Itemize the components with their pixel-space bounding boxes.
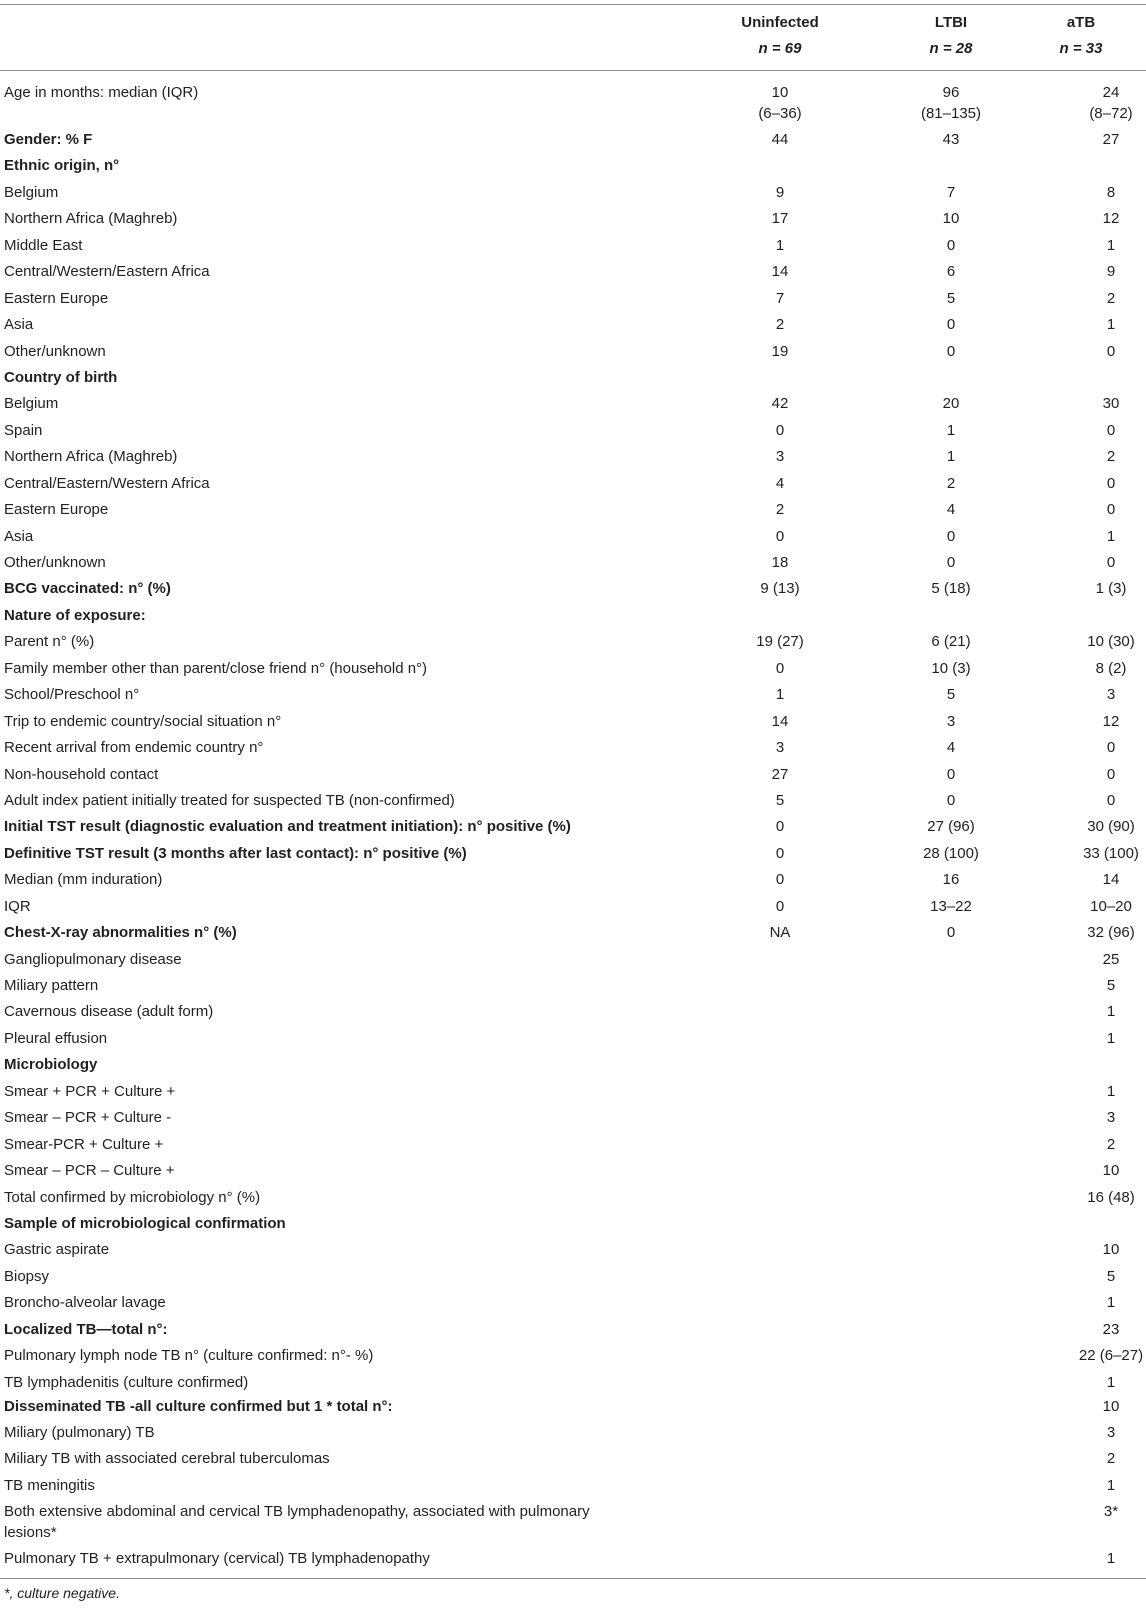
table-top-rule <box>0 4 1146 5</box>
row-label: Disseminated TB -all culture confirmed but 1 * total n°: <box>4 1397 393 1415</box>
row-label: Pulmonary lymph node TB n° (culture confirmed: n°- %) <box>4 1347 374 1365</box>
row-label: Recent arrival from endemic country n° <box>4 739 264 757</box>
row-value-atb: 5 <box>1106 1267 1116 1285</box>
table-row <box>0 1396 1146 1422</box>
row-value-atb: 25 <box>1102 950 1120 968</box>
table-row <box>0 1319 1146 1345</box>
column-n: n = 69 <box>758 40 802 57</box>
table-row <box>0 208 1146 234</box>
row-value-atb: 0 <box>1106 739 1116 757</box>
table-row <box>0 605 1146 631</box>
row-label: Eastern Europe <box>4 501 109 519</box>
row-label: Median (mm induration) <box>4 871 163 889</box>
table-row <box>0 1054 1146 1080</box>
row-value-uninfected: 3 <box>775 448 785 466</box>
row-label: Trip to endemic country/social situation n° <box>4 712 282 730</box>
row-value-atb: 8 (2) <box>1095 659 1127 677</box>
table-row <box>0 737 1146 763</box>
row-label: Asia <box>4 316 34 334</box>
row-label: Central/Western/Eastern Africa <box>4 263 210 281</box>
row-label: Belgium <box>4 183 59 201</box>
row-value-ltbi: 4 <box>946 739 956 757</box>
row-value-ltbi: 5 <box>946 289 956 307</box>
row-value-ltbi: 0 <box>946 554 956 571</box>
row-value-ltbi: 5 <box>946 686 956 704</box>
row-value-ltbi: 96 (81–135) <box>920 84 982 122</box>
row-value-ltbi: 0 <box>946 342 956 360</box>
table-row <box>0 1028 1146 1054</box>
row-value-atb: 1 <box>1106 1476 1116 1494</box>
row-value-uninfected: 19 (27) <box>756 633 804 651</box>
table-row <box>0 1134 1146 1160</box>
row-value-uninfected: 0 <box>775 527 785 545</box>
row-value-atb: 33 (100) <box>1083 844 1139 862</box>
row-value-uninfected: 5 <box>775 791 785 809</box>
table-row <box>0 1266 1146 1292</box>
table-row <box>0 288 1146 314</box>
table-row <box>0 182 1146 208</box>
row-value-ltbi: 20 <box>942 395 960 413</box>
row-value-ltbi: 4 <box>946 501 956 519</box>
row-value-atb: 1 <box>1106 1294 1116 1312</box>
row-value-atb: 30 <box>1102 395 1120 413</box>
column-name: aTB <box>1066 14 1096 31</box>
table-row <box>0 1239 1146 1265</box>
row-value-atb: 14 <box>1102 871 1120 889</box>
row-value-uninfected: 4 <box>775 474 785 492</box>
row-value-atb: 0 <box>1106 554 1116 571</box>
row-value-atb: 9 <box>1106 263 1116 281</box>
row-value-atb: 12 <box>1102 712 1120 730</box>
table-row <box>0 499 1146 525</box>
row-value-ltbi: 7 <box>946 183 956 201</box>
row-value-ltbi: 0 <box>946 527 956 545</box>
table-row <box>0 1501 1146 1548</box>
table-row <box>0 526 1146 552</box>
table-row <box>0 1448 1146 1474</box>
row-value-uninfected: 19 <box>771 342 789 360</box>
table-row <box>0 1372 1146 1396</box>
row-value-atb: 0 <box>1106 791 1116 809</box>
row-value-ltbi: 0 <box>946 924 956 942</box>
table-row <box>0 1213 1146 1239</box>
row-value-uninfected: NA <box>769 924 791 942</box>
column-name: Uninfected <box>741 14 819 31</box>
row-value-ltbi: 5 (18) <box>931 580 971 598</box>
table-row <box>0 261 1146 287</box>
table-row <box>0 1081 1146 1107</box>
table-row <box>0 1160 1146 1186</box>
table-row <box>0 552 1146 578</box>
row-value-uninfected: 44 <box>771 131 789 148</box>
row-label: Central/Eastern/Western Africa <box>4 474 210 492</box>
row-label: Cavernous disease (adult form) <box>4 1003 214 1021</box>
table-row <box>0 869 1146 895</box>
row-label: Non-household contact <box>4 765 159 783</box>
row-value-atb: 23 <box>1102 1320 1120 1338</box>
row-value-ltbi: 1 <box>946 448 956 466</box>
row-label: Belgium <box>4 395 59 413</box>
row-value-uninfected: 42 <box>771 395 789 413</box>
row-label: Chest-X-ray abnormalities n° (%) <box>4 924 237 942</box>
row-label: Smear-PCR + Culture + <box>4 1135 164 1153</box>
table-row <box>0 764 1146 790</box>
column-header-atb <box>1021 10 1141 62</box>
table-row <box>0 155 1146 181</box>
row-value-ltbi: 0 <box>946 316 956 334</box>
row-value-atb: 27 <box>1102 131 1120 148</box>
column-header-ltbi <box>891 10 1011 62</box>
row-value-ltbi: 10 <box>942 210 960 228</box>
row-value-atb: 0 <box>1106 474 1116 492</box>
row-value-ltbi: 0 <box>946 765 956 783</box>
row-value-atb: 3 <box>1106 1109 1116 1127</box>
row-value-atb: 24 (8–72) <box>1089 84 1133 122</box>
table-row <box>0 949 1146 975</box>
row-value-ltbi: 3 <box>946 712 956 730</box>
row-value-atb: 3 <box>1106 686 1116 704</box>
row-label: Eastern Europe <box>4 289 109 307</box>
row-value-atb: 22 (6–27) <box>1078 1347 1144 1365</box>
row-label: Biopsy <box>4 1267 50 1285</box>
row-label: Smear – PCR + Culture - <box>4 1109 172 1127</box>
table-row <box>0 1345 1146 1371</box>
row-label: Asia <box>4 527 34 545</box>
row-label: Country of birth <box>4 368 118 386</box>
row-value-uninfected: 3 <box>775 739 785 757</box>
row-value-uninfected: 9 <box>775 183 785 201</box>
table-row <box>0 446 1146 472</box>
row-value-atb: 16 (48) <box>1087 1188 1135 1206</box>
row-label: BCG vaccinated: n° (%) <box>4 580 171 598</box>
row-value-atb: 1 <box>1106 1003 1116 1021</box>
row-value-atb: 10–20 <box>1090 897 1132 915</box>
table-row <box>0 843 1146 869</box>
row-label: Other/unknown <box>4 554 106 571</box>
row-label: Northern Africa (Maghreb) <box>4 448 178 466</box>
row-value-atb: 8 <box>1106 183 1116 201</box>
row-value-ltbi: 2 <box>946 474 956 492</box>
row-label: Both extensive abdominal and cervical TB lymphadenopathy, associated with pulmonary lesions* <box>4 1503 590 1542</box>
row-label: Spain <box>4 421 43 439</box>
table-row <box>0 1292 1146 1318</box>
row-value-atb: 1 <box>1106 1550 1116 1568</box>
row-label: Gangliopulmonary disease <box>4 950 182 968</box>
row-value-uninfected: 1 <box>775 236 785 254</box>
row-value-uninfected: 9 (13) <box>760 580 800 598</box>
table-row <box>0 1107 1146 1133</box>
table-row <box>0 393 1146 419</box>
table-row <box>0 1001 1146 1027</box>
row-value-ltbi: 27 (96) <box>927 818 975 836</box>
row-label: Nature of exposure: <box>4 606 146 624</box>
row-value-ltbi: 1 <box>946 421 956 439</box>
row-label: Definitive TST result (3 months after last contact): n° positive (%) <box>4 844 467 862</box>
row-value-atb: 1 <box>1106 1029 1116 1047</box>
table-row <box>0 1548 1146 1574</box>
row-value-atb: 2 <box>1106 1135 1116 1153</box>
row-label: TB lymphadenitis (culture confirmed) <box>4 1373 249 1391</box>
row-label: Smear + PCR + Culture + <box>4 1082 176 1100</box>
row-value-atb: 2 <box>1106 448 1116 466</box>
row-label: Pulmonary TB + extrapulmonary (cervical) TB lymphadenopathy <box>4 1550 430 1568</box>
row-value-atb: 1 <box>1106 1082 1116 1100</box>
row-value-uninfected: 0 <box>775 844 785 862</box>
table-row <box>0 341 1146 367</box>
row-label: Miliary pattern <box>4 977 99 994</box>
row-value-atb: 2 <box>1106 289 1116 307</box>
row-value-atb: 32 (96) <box>1087 924 1135 942</box>
table-row <box>0 1475 1146 1501</box>
row-label: Initial TST result (diagnostic evaluation and treatment initiation): n° positive (%) <box>4 818 571 836</box>
row-value-atb: 1 <box>1106 1373 1116 1391</box>
row-value-uninfected: 14 <box>771 263 789 281</box>
table-bottom-rule <box>0 1578 1146 1579</box>
table-row <box>0 975 1146 1001</box>
row-label: Miliary (pulmonary) TB <box>4 1424 155 1441</box>
table-row <box>0 896 1146 922</box>
row-value-uninfected: 18 <box>771 554 789 571</box>
table-row <box>0 790 1146 816</box>
table-row <box>0 367 1146 393</box>
row-value-atb: 1 (3) <box>1095 580 1127 598</box>
column-n: n = 33 <box>1059 40 1103 57</box>
row-value-atb: 1 <box>1106 236 1116 254</box>
row-value-uninfected: 0 <box>775 659 785 677</box>
row-value-uninfected: 2 <box>775 501 785 519</box>
row-label: IQR <box>4 897 31 915</box>
row-value-atb: 0 <box>1106 342 1116 360</box>
row-value-ltbi: 43 <box>942 131 960 148</box>
table-row <box>0 473 1146 499</box>
row-value-atb: 5 <box>1106 977 1116 994</box>
row-value-atb: 10 <box>1102 1397 1120 1415</box>
column-n: n = 28 <box>929 40 973 57</box>
table-row <box>0 684 1146 710</box>
row-value-atb: 1 <box>1106 527 1116 545</box>
row-value-ltbi: 0 <box>946 791 956 809</box>
row-value-atb: 0 <box>1106 765 1116 783</box>
row-value-atb: 12 <box>1102 210 1120 228</box>
row-value-ltbi: 6 (21) <box>931 633 971 651</box>
table-row <box>0 631 1146 657</box>
row-value-atb: 1 <box>1106 316 1116 334</box>
row-label: Localized TB—total n°: <box>4 1320 168 1338</box>
row-value-ltbi: 16 <box>942 871 960 889</box>
row-label: Broncho-alveolar lavage <box>4 1294 166 1312</box>
row-label: Ethnic origin, n° <box>4 157 120 175</box>
table-row <box>0 82 1146 129</box>
row-value-atb: 10 <box>1102 1162 1120 1180</box>
column-header-uninfected <box>720 10 840 62</box>
table-row <box>0 711 1146 737</box>
column-name: LTBI <box>934 14 968 31</box>
row-value-uninfected: 14 <box>771 712 789 730</box>
row-value-ltbi: 0 <box>946 236 956 254</box>
table-row <box>0 658 1146 684</box>
table-row <box>0 129 1146 155</box>
row-value-uninfected: 2 <box>775 316 785 334</box>
row-value-uninfected: 0 <box>775 897 785 915</box>
row-value-atb: 30 (90) <box>1087 818 1135 836</box>
row-value-atb: 10 (30) <box>1087 633 1135 651</box>
row-label: Gender: % F <box>4 131 93 148</box>
table-row <box>0 420 1146 446</box>
row-value-uninfected: 0 <box>775 871 785 889</box>
row-label: School/Preschool n° <box>4 686 140 704</box>
table-header-rule <box>0 70 1146 71</box>
table-body <box>0 82 1146 1575</box>
table-footnote: *, culture negative. <box>4 1585 120 1601</box>
row-value-uninfected: 27 <box>771 765 789 783</box>
row-value-atb: 3* <box>1103 1503 1119 1521</box>
table-row <box>0 1422 1146 1448</box>
row-value-uninfected: 17 <box>771 210 789 228</box>
table-row <box>0 235 1146 261</box>
table-row <box>0 314 1146 340</box>
row-label: Parent n° (%) <box>4 633 95 651</box>
table-row <box>0 578 1146 604</box>
row-label: Pleural effusion <box>4 1029 108 1047</box>
row-label: Microbiology <box>4 1056 98 1074</box>
row-label: Family member other than parent/close friend n° (household n°) <box>4 659 428 677</box>
row-value-ltbi: 13–22 <box>930 897 972 915</box>
row-value-uninfected: 1 <box>775 686 785 704</box>
row-value-ltbi: 6 <box>946 263 956 281</box>
row-label: TB meningitis <box>4 1476 95 1494</box>
row-label: Gastric aspirate <box>4 1241 110 1259</box>
row-value-uninfected: 0 <box>775 421 785 439</box>
row-value-atb: 2 <box>1106 1450 1116 1468</box>
row-value-atb: 10 <box>1102 1241 1120 1259</box>
row-label: Miliary TB with associated cerebral tuberculomas <box>4 1450 330 1468</box>
row-value-uninfected: 10 (6–36) <box>758 84 802 122</box>
table-row <box>0 816 1146 842</box>
row-label: Age in months: median (IQR) <box>4 84 199 101</box>
row-value-uninfected: 7 <box>775 289 785 307</box>
row-label: Adult index patient initially treated for suspected TB (non-confirmed) <box>4 791 455 809</box>
row-label: Northern Africa (Maghreb) <box>4 210 178 228</box>
row-value-atb: 0 <box>1106 501 1116 519</box>
table-row <box>0 1187 1146 1213</box>
row-value-ltbi: 10 (3) <box>931 659 971 677</box>
row-value-atb: 0 <box>1106 421 1116 439</box>
row-label: Middle East <box>4 236 83 254</box>
table-row <box>0 922 1146 948</box>
row-value-atb: 3 <box>1106 1424 1116 1441</box>
row-value-uninfected: 0 <box>775 818 785 836</box>
row-label: Smear – PCR – Culture + <box>4 1162 175 1180</box>
row-label: Other/unknown <box>4 342 106 360</box>
row-value-ltbi: 28 (100) <box>923 844 979 862</box>
row-label: Sample of microbiological confirmation <box>4 1214 286 1232</box>
row-label: Total confirmed by microbiology n° (%) <box>4 1188 261 1206</box>
